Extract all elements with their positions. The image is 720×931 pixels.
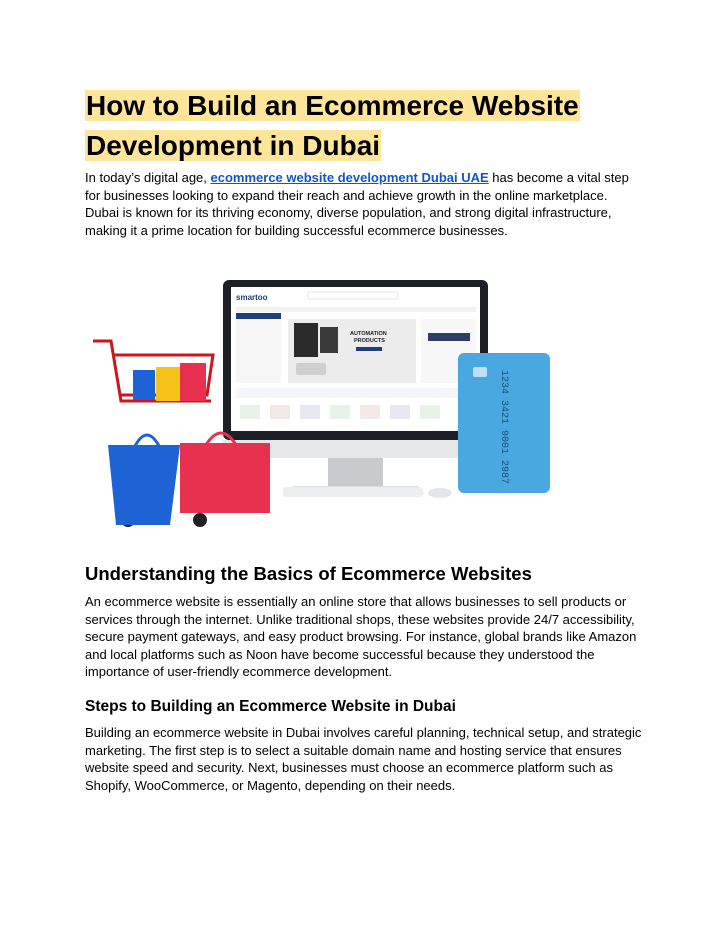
section2-heading: Steps to Building an Ecommerce Website in Dubai	[85, 698, 456, 715]
credit-card-image	[458, 353, 550, 493]
section1-heading: Understanding the Basics of Ecommerce Websites	[85, 563, 532, 584]
brand-logo: smartoo	[236, 293, 268, 302]
banner-line2: PRODUCTS	[354, 338, 385, 344]
keyboard-image	[283, 487, 423, 497]
small-bag-yellow	[156, 367, 180, 401]
card-number: 1234 3421 9001 2987	[498, 370, 509, 485]
intro-paragraph: In today’s digital age, ecommerce website development Dubai UAE has become a vital step for businesses looking to expand their reach and achieve growth in the online marketplace. Dubai is known for its thriving economy, diverse population, and strong digital infrastructure, making it a prime location for building successful ecommerce businesses.	[85, 170, 629, 238]
small-bag-red	[180, 363, 206, 401]
ecommerce-development-link[interactable]: ecommerce website development Dubai UAE	[210, 170, 489, 185]
red-shopping-bag	[180, 433, 270, 513]
blue-shopping-bag	[108, 435, 180, 525]
hero-illustration	[88, 275, 558, 535]
section1-paragraph: An ecommerce website is essentially an online store that allows businesses to sell products or services through the internet. Unlike traditional shops, these websites provide 24/7 accessibility, secure payment gateways, and easy product browsing. For instance, global brands like Amazon and local platforms such as Noon have become successful because they understood the importance of user-friendly ecommerce development.	[85, 594, 637, 679]
section2-paragraph: Building an ecommerce website in Dubai involves careful planning, technical setup, and strategic marketing. The first step is to select a suitable domain name and hosting service that ensures website speed and security. Next, businesses must choose an ecommerce platform such as Shopify, WooCommerce, or Magento, depending on their needs.	[85, 725, 642, 793]
mouse-image	[428, 488, 452, 498]
page-title: How to Build an Ecommerce Website Development in Dubai	[86, 90, 579, 161]
small-bag-blue	[133, 370, 155, 400]
banner-line1: AUTOMATION	[350, 331, 387, 337]
